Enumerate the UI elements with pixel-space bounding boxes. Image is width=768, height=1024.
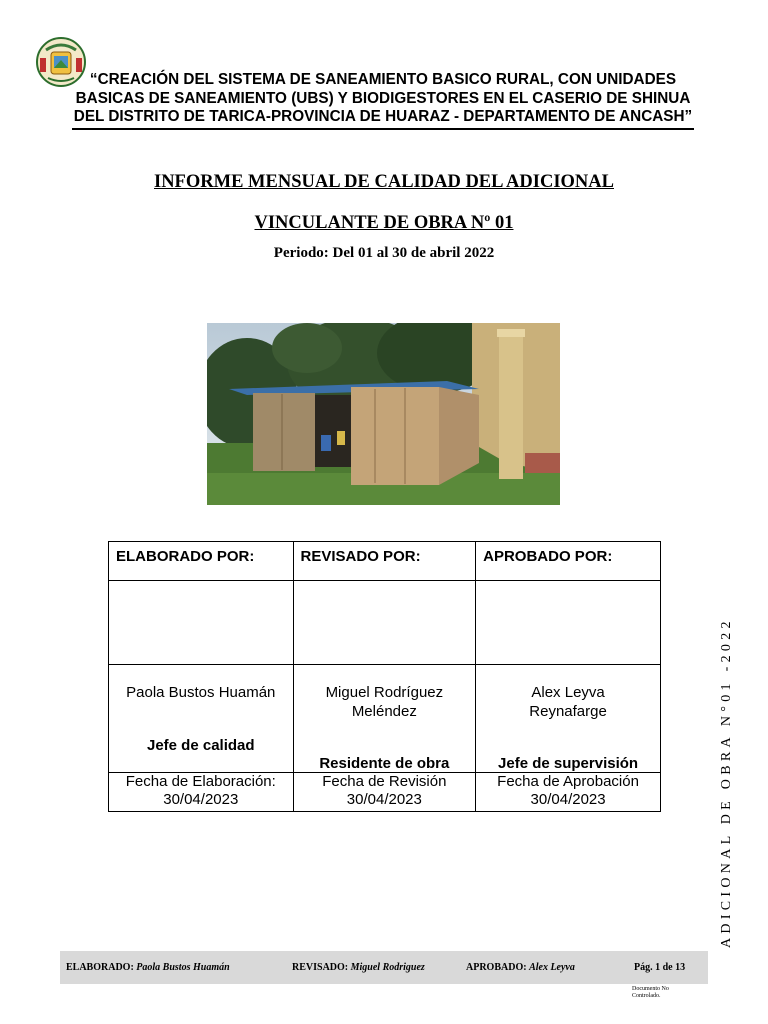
signer-cell bbox=[109, 665, 294, 773]
signer-role: Jefe de calidad bbox=[146, 737, 255, 754]
date-label: Fecha de Revisión bbox=[322, 773, 447, 790]
footer-revisado: REVISADO: Miguel Rodriguez bbox=[292, 962, 425, 973]
signature-space-aprobado bbox=[476, 581, 661, 665]
signer-name: Alex Leyva Reynafarge bbox=[529, 684, 607, 720]
signature-header-row bbox=[109, 542, 661, 581]
signature-space-elaborado bbox=[109, 581, 294, 665]
page-footer bbox=[60, 951, 708, 984]
page-number: Pág. 1 de 13 bbox=[634, 962, 686, 973]
date-cell bbox=[293, 773, 476, 812]
footer-aprobado: APROBADO: Alex Leyva bbox=[466, 962, 575, 973]
date-label: Fecha de Aprobación bbox=[497, 773, 639, 790]
signature-table bbox=[108, 541, 661, 812]
signature-space-revisado bbox=[293, 581, 476, 665]
footer-elaborado: ELABORADO: Paola Bustos Huamán bbox=[66, 962, 230, 973]
date-value: 30/04/2023 bbox=[346, 791, 422, 808]
date-value: 30/04/2023 bbox=[163, 791, 239, 808]
construction-site-photo bbox=[207, 323, 560, 505]
side-label: ADICIONAL DE OBRA N°01 -2022 bbox=[719, 617, 734, 948]
signer-role: Residente de obra bbox=[319, 755, 450, 772]
date-label: Fecha de Elaboración: bbox=[125, 773, 276, 790]
header-elaborado: ELABORADO POR: bbox=[109, 542, 294, 581]
project-title: “CREACIÓN DEL SISTEMA DE SANEAMIENTO BASICO RURAL, CON UNIDADES BASICAS DE SANEAMIENTO (UBS) Y BIODIGESTORES EN EL CASERIO DE SHINUA DEL DISTRITO DE TARICA-PROVINCIA DE HUARAZ - DEPARTAMENTO DE ANCASH” bbox=[72, 71, 694, 130]
signer-cell bbox=[476, 665, 661, 773]
date-cell bbox=[109, 773, 294, 812]
document-note: Documento No Controlado. bbox=[632, 986, 669, 999]
date-cell bbox=[476, 773, 661, 812]
header-aprobado: APROBADO POR: bbox=[476, 542, 661, 581]
signature-space-row bbox=[109, 581, 661, 665]
signature-names-row bbox=[109, 665, 661, 773]
report-title-line1: INFORME MENSUAL DE CALIDAD DEL ADICIONAL bbox=[154, 172, 614, 192]
report-title-line2: VINCULANTE DE OBRA Nº 01 bbox=[254, 213, 514, 233]
signer-cell bbox=[293, 665, 476, 773]
header-revisado: REVISADO POR: bbox=[293, 542, 476, 581]
signature-dates-row bbox=[109, 773, 661, 812]
report-period: Periodo: Del 01 al 30 de abril 2022 bbox=[273, 245, 495, 261]
signer-role: Jefe de supervisión bbox=[498, 755, 639, 772]
signer-name: Paola Bustos Huamán bbox=[126, 684, 276, 701]
signer-name: Miguel Rodríguez Meléndez bbox=[325, 684, 444, 720]
date-value: 30/04/2023 bbox=[530, 791, 606, 808]
